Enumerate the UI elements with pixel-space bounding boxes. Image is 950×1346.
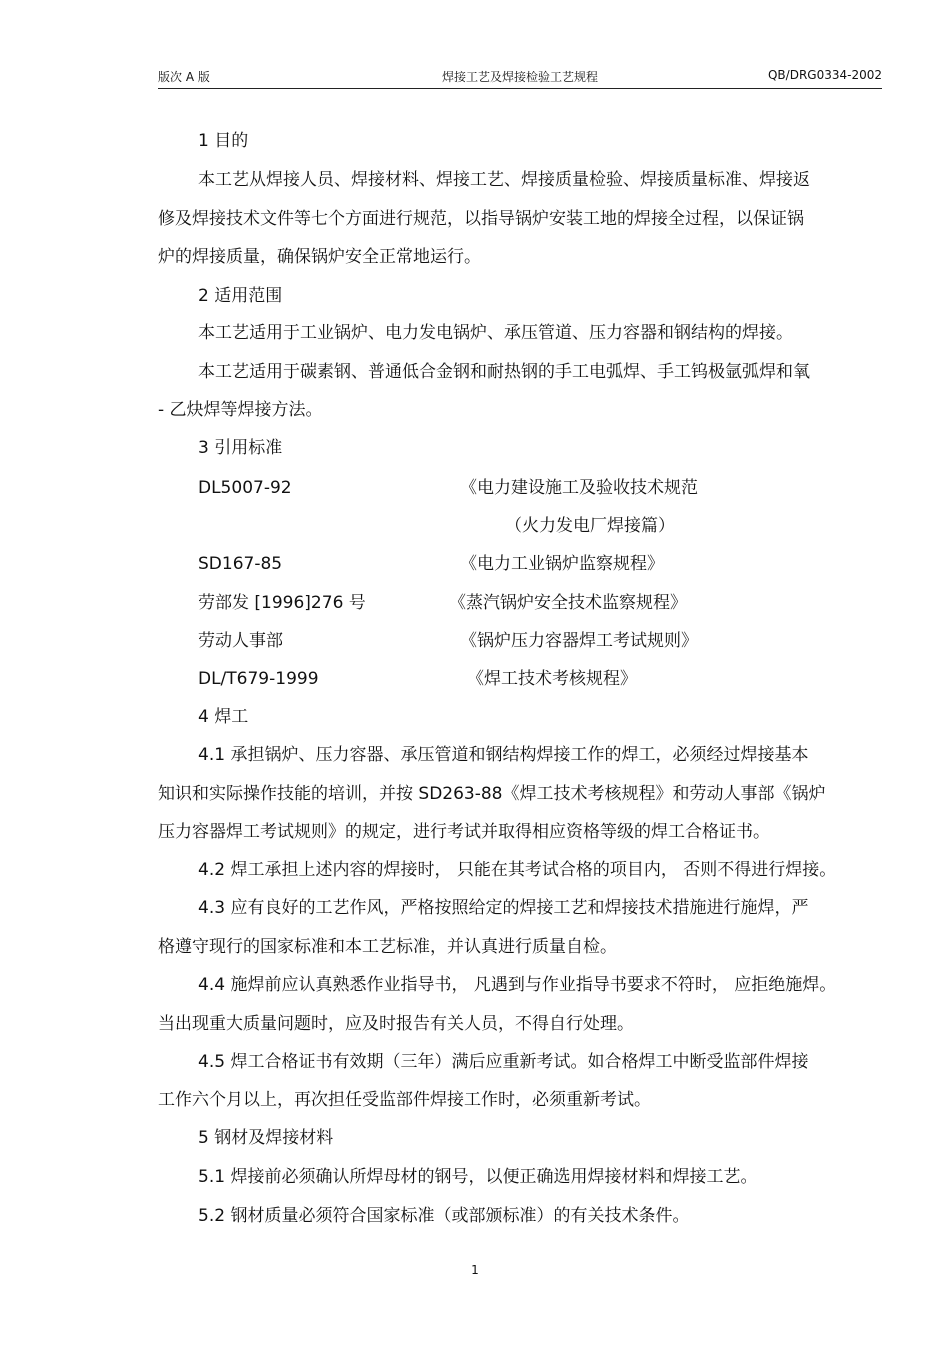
reference-code: SD167-85 — [198, 554, 283, 574]
paragraph-line: 4.4 施焊前应认真熟悉作业指导书， 凡遇到与作业指导书要求不符时， 应拒绝施焊。 — [198, 975, 837, 995]
page-number: 1 — [471, 1263, 479, 1277]
reference-title: 《蒸汽锅炉安全技术监察规程》 — [449, 593, 687, 613]
reference-code: 劳部发 [1996]276 号 — [198, 593, 366, 613]
document-code: QB/DRG0334-2002 — [767, 68, 882, 82]
section-heading-4: 4 焊工 — [198, 707, 249, 727]
paragraph-line: 工作六个月以上，再次担任受监部件焊接工作时，必须重新考试。 — [158, 1090, 651, 1110]
paragraph-line: 4.5 焊工合格证书有效期（三年）满后应重新考试。如合格焊工中断受监部件焊接 — [198, 1052, 809, 1072]
reference-title: 《焊工技术考核规程》 — [467, 669, 637, 689]
section-heading-2: 2 适用范围 — [198, 286, 283, 306]
reference-title: 《锅炉压力容器焊工考试规则》 — [460, 631, 698, 651]
paragraph-line: 本工艺从焊接人员、焊接材料、焊接工艺、焊接质量检验、焊接质量标准、焊接返 — [198, 170, 810, 190]
paragraph-line: 本工艺适用于碳素钢、普通低合金钢和耐热钢的手工电弧焊、手工钨极氩弧焊和氧 — [198, 362, 810, 382]
paragraph-line: 5.1 焊接前必须确认所焊母材的钢号，以便正确选用焊接材料和焊接工艺。 — [198, 1167, 758, 1187]
paragraph-line: 格遵守现行的国家标准和本工艺标准，并认真进行质量自检。 — [158, 937, 617, 957]
section-heading-3: 3 引用标准 — [198, 438, 283, 458]
paragraph-line: 炉的焊接质量，确保锅炉安全正常地运行。 — [158, 247, 481, 267]
reference-code: DL/T679-1999 — [198, 669, 319, 689]
reference-title: （火力发电厂焊接篇） — [505, 516, 675, 536]
section-heading-1: 1 目的 — [198, 131, 249, 151]
section-heading-5: 5 钢材及焊接材料 — [198, 1128, 334, 1148]
reference-title: 《电力建设施工及验收技术规范 — [460, 478, 698, 498]
version-label: 版次 A 版 — [158, 70, 210, 84]
reference-code: DL5007-92 — [198, 478, 292, 498]
reference-code: 劳动人事部 — [198, 631, 283, 651]
paragraph-line: 4.2 焊工承担上述内容的焊接时， 只能在其考试合格的项目内， 否则不得进行焊接。 — [198, 860, 837, 880]
paragraph-line: 压力容器焊工考试规则》的规定，进行考试并取得相应资格等级的焊工合格证书。 — [158, 822, 770, 842]
paragraph-line: 4.3 应有良好的工艺作风，严格按照给定的焊接工艺和焊接技术措施进行施焊，严 — [198, 898, 809, 918]
paragraph-line: 本工艺适用于工业锅炉、电力发电锅炉、承压管道、压力容器和钢结构的焊接。 — [198, 323, 793, 343]
reference-title: 《电力工业锅炉监察规程》 — [460, 554, 664, 574]
page-header — [158, 66, 882, 89]
paragraph-line: - 乙炔焊等焊接方法。 — [158, 400, 323, 420]
paragraph-line: 当出现重大质量问题时，应及时报告有关人员，不得自行处理。 — [158, 1014, 634, 1034]
paragraph-line: 修及焊接技术文件等七个方面进行规范，以指导锅炉安装工地的焊接全过程，以保证锅 — [158, 209, 804, 229]
paragraph-line: 知识和实际操作技能的培训，并按 SD263-88《焊工技术考核规程》和劳动人事部《锅炉 — [158, 784, 826, 804]
paragraph-line: 4.1 承担锅炉、压力容器、承压管道和钢结构焊接工作的焊工，必须经过焊接基本 — [198, 745, 809, 765]
document-title: 焊接工艺及焊接检验工艺规程 — [441, 70, 598, 84]
paragraph-line: 5.2 钢材质量必须符合国家标准（或部颁标准）的有关技术条件。 — [198, 1206, 690, 1226]
